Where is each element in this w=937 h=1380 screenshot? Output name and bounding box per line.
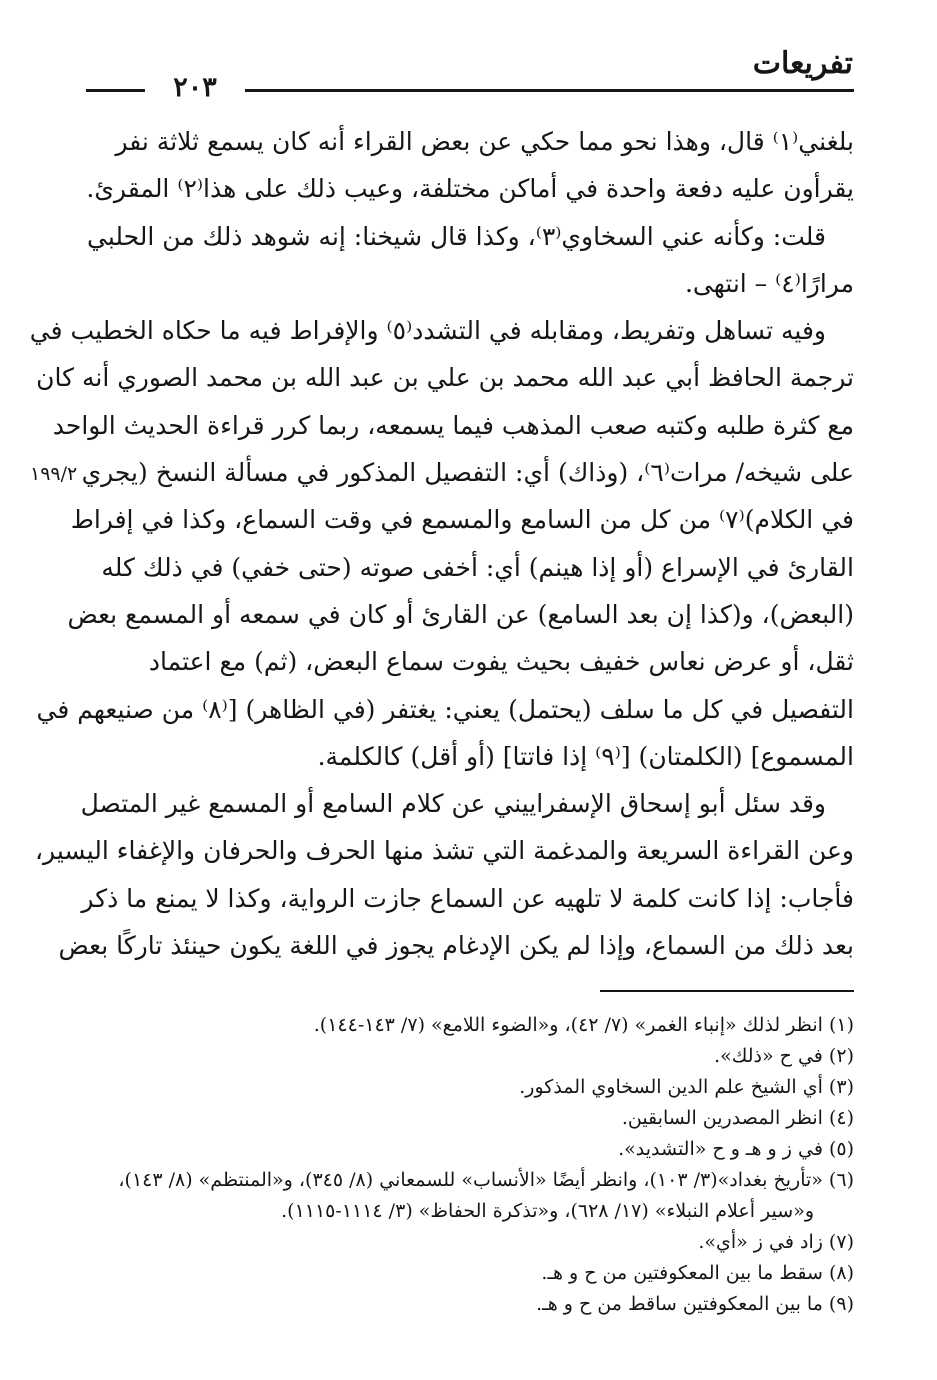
text-line: القارئ في الإسراع (أو إذا هينم) أي: أخفى صوته (حتى خفي) في ذلك كله	[101, 552, 854, 582]
text-line: وقد سئل أبو إسحاق الإسفراييني عن كلام السامع أو المسمع غير المتصل	[80, 789, 826, 819]
footnotes	[84, 1010, 854, 1320]
text-line: قلت: وكأنه عني السخاوي⁽٣⁾، وكذا قال شيخنا: إنه شوهد ذلك من الحلبي	[87, 221, 826, 251]
footnote: (١) انظر لذلك «إنباء الغمر» (٧/ ٤٢)، و«الضوء اللامع» (٧/ ١٤٣-١٤٤).	[313, 1014, 854, 1036]
text-line: التفصيل في كل ما سلف (يحتمل) يعني: يغتفر (في الظاهر) [⁽٨⁾ من صنيعهم في	[36, 694, 854, 724]
footnote: (٥) في ز و هـ و ح «التشديد».	[618, 1138, 854, 1160]
text-line: فأجاب: إذا كانت كلمة لا تلهيه عن السماع جازت الرواية، وكذا لا يمنع ما ذكر	[81, 883, 854, 913]
footnote: (٣) أي الشيخ علم الدين السخاوي المذكور.	[519, 1076, 854, 1098]
text-line: وعن القراءة السريعة والمدغمة التي تشذ منها الحرف والحرفان والإغفاء اليسير،	[34, 836, 854, 866]
paragraph	[84, 213, 854, 308]
footnote: (٤) انظر المصدرين السابقين.	[621, 1107, 854, 1129]
footnote-separator	[600, 990, 854, 992]
page-number: ٢٠٣	[145, 68, 245, 108]
paragraph	[84, 118, 854, 213]
page-header	[0, 44, 937, 104]
text-line: على شيخه/ مرات⁽٦⁾، (وذاك) أي: التفصيل المذكور في مسألة النسخ (يجري	[81, 458, 854, 488]
text-line: وفيه تساهل وتفريط، ومقابله في التشدد⁽٥⁾ والإفراط فيه ما حكاه الخطيب في	[29, 316, 826, 346]
text-line: بلغني⁽١⁾ قال، وهذا نحو مما حكي عن بعض القراء أنه كان يسمع ثلاثة نفر	[115, 127, 854, 156]
footnote-continuation: و«سير أعلام النبلاء» (١٧/ ٦٢٨)، و«تذكرة الحفاظ» (٣/ ١١١٤-١١١٥).	[281, 1200, 814, 1222]
running-title: تفريعات	[752, 46, 853, 81]
footnote: (٦) «تأريخ بغداد»(٣/ ١٠٣)، وانظر أيضًا «الأنساب» للسمعاني (٨/ ٣٤٥)، و«المنتظم» (٨/ ١٤٣)،	[118, 1169, 854, 1191]
text-line: مرارًا⁽٤⁾ – انتهى.	[684, 268, 854, 298]
footnote: (٨) سقط ما بين المعكوفتين من ح و هـ.	[541, 1262, 854, 1284]
footnote: (٩) ما بين المعكوفتين ساقط من ح و هـ.	[536, 1293, 854, 1315]
text-line: ثقل، أو عرض نعاس خفيف بحيث يفوت سماع البعض، (ثم) مع اعتماد	[148, 647, 854, 677]
footnote: (٢) في ح «ذلك».	[714, 1045, 854, 1067]
text-line: (البعض)، و(كذا إن بعد السامع) عن القارئ أو كان في سمعه أو المسمع بعض	[67, 599, 854, 629]
text-line: يقرأون عليه دفعة واحدة في أماكن مختلفة، وعيب ذلك على هذا⁽٢⁾ المقرئ.	[86, 174, 854, 204]
text-line: المسموع] (الكلمتان) [⁽٩⁾ إذا فاتتا] (أو أقل) كالكلمة.	[317, 741, 854, 771]
text-line: بعد ذلك من السماع، وإذا لم يكن الإدغام يجوز في اللغة يكون حينئذ تاركًا بعض	[58, 931, 854, 961]
paragraph	[34, 780, 854, 969]
text-line: في الكلام)⁽٧⁾ من كل من السامع والمسمع في وقت السماع، وكذا في إفراط	[70, 505, 854, 535]
text-line: مع كثرة طلبه وكتبه صعب المذهب فيما يسمعه، ربما كرر قراءة الحديث الواحد	[52, 410, 854, 440]
footnote: (٧) زاد في ز «أي».	[698, 1231, 854, 1253]
margin-reference: ١٩٩/٢	[30, 463, 78, 485]
text-line: ترجمة الحافظ أبي عبد الله محمد بن علي بن عبد الله بن محمد الصوري أنه كان	[36, 363, 854, 393]
